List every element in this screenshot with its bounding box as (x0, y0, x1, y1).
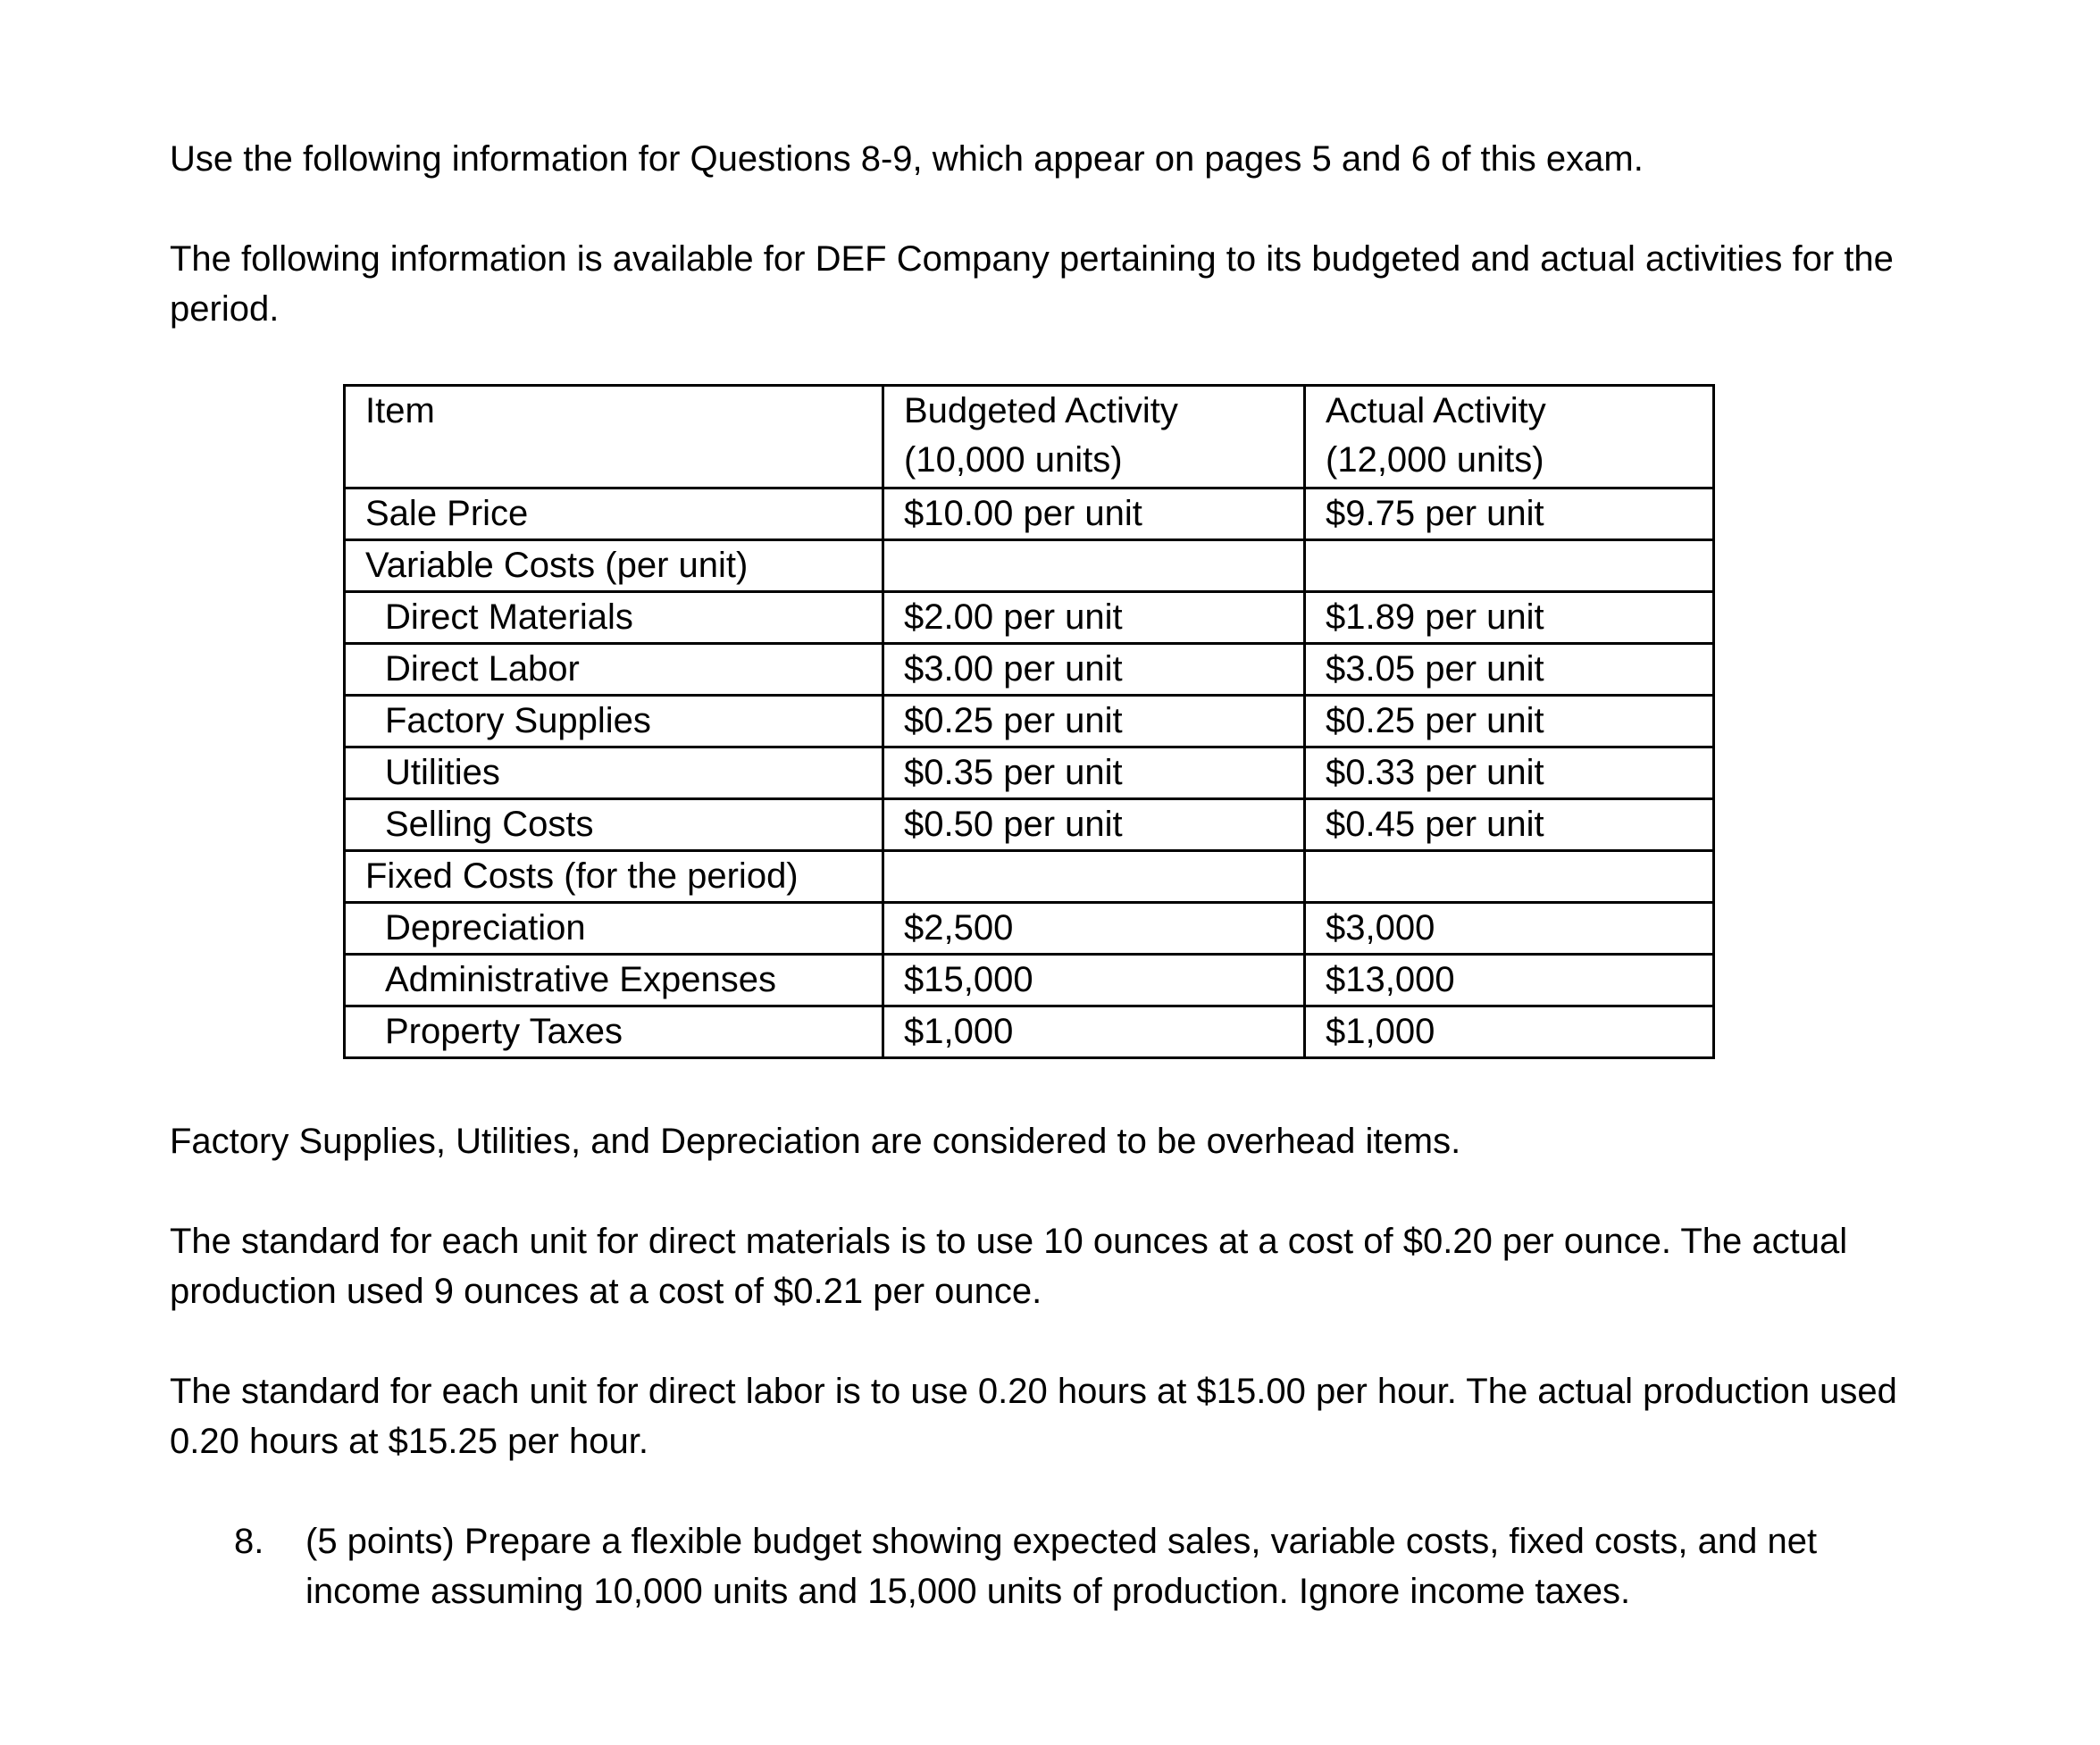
row-budgeted (883, 851, 1305, 903)
row-budgeted: $0.25 per unit (883, 696, 1305, 747)
row-budgeted: $2.00 per unit (883, 592, 1305, 644)
table-row (345, 644, 1714, 696)
row-item: Factory Supplies (345, 696, 883, 747)
row-actual (1305, 540, 1714, 592)
row-item: Fixed Costs (for the period) (345, 851, 883, 903)
table-row (345, 851, 1714, 903)
table-row (345, 747, 1714, 799)
table-row (345, 488, 1714, 540)
question-text: (5 points) Prepare a flexible budget showing expected sales, variable costs, fixed costs, and net income assuming 10,000 units and 15,000 units of production. Ignore income taxes. (305, 1522, 1818, 1611)
overhead-note: Factory Supplies, Utilities, and Depreciation are considered to be overhead items. (170, 1122, 1461, 1161)
header-item (345, 386, 883, 488)
header-actual-title: Actual Activity (1326, 391, 1546, 430)
row-budgeted: $10.00 per unit (883, 488, 1305, 540)
header-budgeted-units: (10,000 units) (904, 440, 1123, 480)
row-item: Sale Price (345, 488, 883, 540)
direct-materials-note: The standard for each unit for direct materials is to use 10 ounces at a cost of $0.20 per ounce. The actual production used 9 ounces at a cost of $0.21 per ounce. (170, 1222, 1848, 1311)
row-item: Direct Labor (345, 644, 883, 696)
header-actual-units: (12,000 units) (1326, 440, 1544, 480)
row-item: Utilities (345, 747, 883, 799)
header-budgeted (883, 386, 1305, 488)
table-row (345, 540, 1714, 592)
row-budgeted: $3.00 per unit (883, 644, 1305, 696)
row-actual: $3,000 (1305, 903, 1714, 955)
row-item: Property Taxes (345, 1006, 883, 1058)
row-actual: $0.33 per unit (1305, 747, 1714, 799)
table-header-row (345, 386, 1714, 488)
table-row (345, 1006, 1714, 1058)
table-row (345, 903, 1714, 955)
row-actual: $0.25 per unit (1305, 696, 1714, 747)
row-budgeted (883, 540, 1305, 592)
row-actual: $9.75 per unit (1305, 488, 1714, 540)
header-item-label: Item (365, 391, 435, 430)
row-item: Selling Costs (345, 799, 883, 851)
table-row (345, 799, 1714, 851)
row-item: Variable Costs (per unit) (345, 540, 883, 592)
direct-labor-note: The standard for each unit for direct labor is to use 0.20 hours at $15.00 per hour. The actual production used 0.20 hours at $15.25 per hour. (170, 1372, 1897, 1461)
row-budgeted: $0.35 per unit (883, 747, 1305, 799)
row-item: Administrative Expenses (345, 955, 883, 1006)
intro-paragraph: Use the following information for Questions 8-9, which appear on pages 5 and 6 of this exam. (170, 139, 1644, 179)
question-number: 8. (234, 1522, 264, 1561)
table-row (345, 955, 1714, 1006)
table-row (345, 696, 1714, 747)
row-actual: $0.45 per unit (1305, 799, 1714, 851)
row-actual: $3.05 per unit (1305, 644, 1714, 696)
header-actual (1305, 386, 1714, 488)
budget-table (343, 384, 1715, 1059)
row-budgeted: $0.50 per unit (883, 799, 1305, 851)
table-row (345, 592, 1714, 644)
row-budgeted: $2,500 (883, 903, 1305, 955)
info-paragraph: The following information is available for DEF Company pertaining to its budgeted and actual activities for the period. (170, 239, 1894, 329)
row-actual (1305, 851, 1714, 903)
row-budgeted: $1,000 (883, 1006, 1305, 1058)
row-actual: $1.89 per unit (1305, 592, 1714, 644)
row-actual: $1,000 (1305, 1006, 1714, 1058)
question-8 (234, 1516, 1913, 1616)
header-budgeted-title: Budgeted Activity (904, 391, 1178, 430)
row-actual: $13,000 (1305, 955, 1714, 1006)
row-item: Depreciation (345, 903, 883, 955)
row-item: Direct Materials (345, 592, 883, 644)
row-budgeted: $15,000 (883, 955, 1305, 1006)
